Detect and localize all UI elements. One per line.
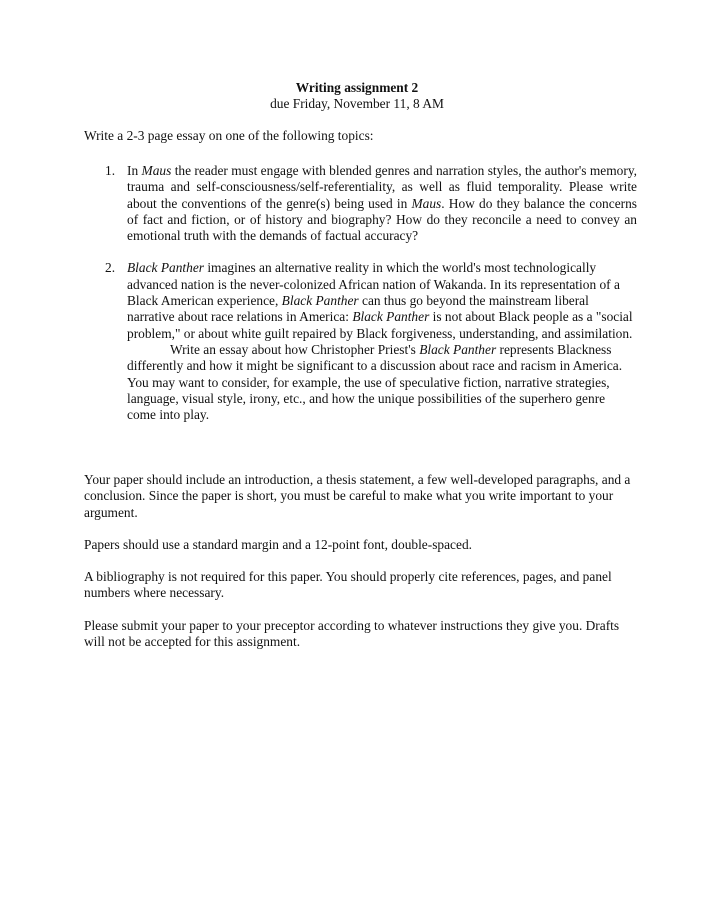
topic-paragraph bbox=[127, 342, 637, 423]
text-run: imagines an alternative reality in which the world's most technologically advanced nation is the never-colonized African nation of Wakanda. In its representation of a Black American experience, bbox=[127, 260, 620, 309]
closing-section bbox=[84, 472, 637, 666]
due-date: due Friday, November 11, 8 AM bbox=[270, 96, 444, 112]
paper-requirements-paragraph: Your paper should include an introduction, a thesis statement, a few well-developed paragraphs, and a conclusion. Since the paper is short, you must be careful to make what you write important to your argument. bbox=[84, 472, 631, 520]
submission-paragraph: Please submit your paper to your preceptor according to whatever instructions they give you. Drafts will not be accepted for this assignment. bbox=[84, 617, 620, 650]
text-run: the reader must engage with blended genres and narration styles, the author's memory, trauma and self-consciousness/self-referentiality, as well as fluid temporality. Please write about the conventions of the genre(s) being used in bbox=[127, 163, 637, 211]
work-title-maus: Maus bbox=[411, 195, 442, 211]
formatting-paragraph: Papers should use a standard margin and a 12-point font, double-spaced. bbox=[84, 536, 472, 552]
work-title-maus: Maus bbox=[141, 163, 172, 178]
topic-paragraph bbox=[127, 163, 637, 244]
text-run: . How do they balance the concerns of fact and fiction, or of history and biography? How do they reconcile a need to convey an emotional truth with the demands of factual accuracy? bbox=[127, 195, 638, 244]
work-title-black-panther: Black Panther bbox=[281, 293, 359, 309]
work-title-black-panther: Black Panther bbox=[419, 341, 497, 357]
assignment-title: Writing assignment 2 bbox=[295, 80, 419, 95]
text-run: In bbox=[127, 163, 142, 178]
bibliography-paragraph: A bibliography is not required for this paper. You should properly cite references, pages, and panel numbers where necessary. bbox=[84, 569, 612, 601]
topic-paragraph bbox=[127, 260, 637, 341]
topic-list bbox=[84, 163, 637, 423]
work-title-black-panther: Black Panther bbox=[127, 260, 204, 276]
text-run: represents Blackness differently and how it might be significant to a discussion about race and racism in America. You may want to consider, for example, the use of speculative fiction, narrative strategies, language, visual style, irony, etc., and how the unique possibilities of the superhero genre come into play. bbox=[127, 341, 623, 423]
topic-item-1 bbox=[84, 163, 637, 244]
text-run: Write an essay about how Christopher Priest's bbox=[170, 341, 420, 357]
topic-number: 1. bbox=[105, 163, 116, 178]
text-run: can thus go beyond the mainstream liberal narrative about race relations in America: bbox=[127, 293, 589, 325]
topic-number: 2. bbox=[105, 260, 116, 276]
text-run: is not about Black people as a "social problem," or about white guilt repaired by Black forgiveness, understanding, and assimilation. bbox=[127, 309, 633, 341]
work-title-black-panther: Black Panther bbox=[352, 309, 430, 325]
intro-text: Write a 2-3 page essay on one of the following topics: bbox=[84, 128, 374, 143]
topic-item-2 bbox=[84, 260, 637, 423]
assignment-header bbox=[0, 80, 714, 113]
